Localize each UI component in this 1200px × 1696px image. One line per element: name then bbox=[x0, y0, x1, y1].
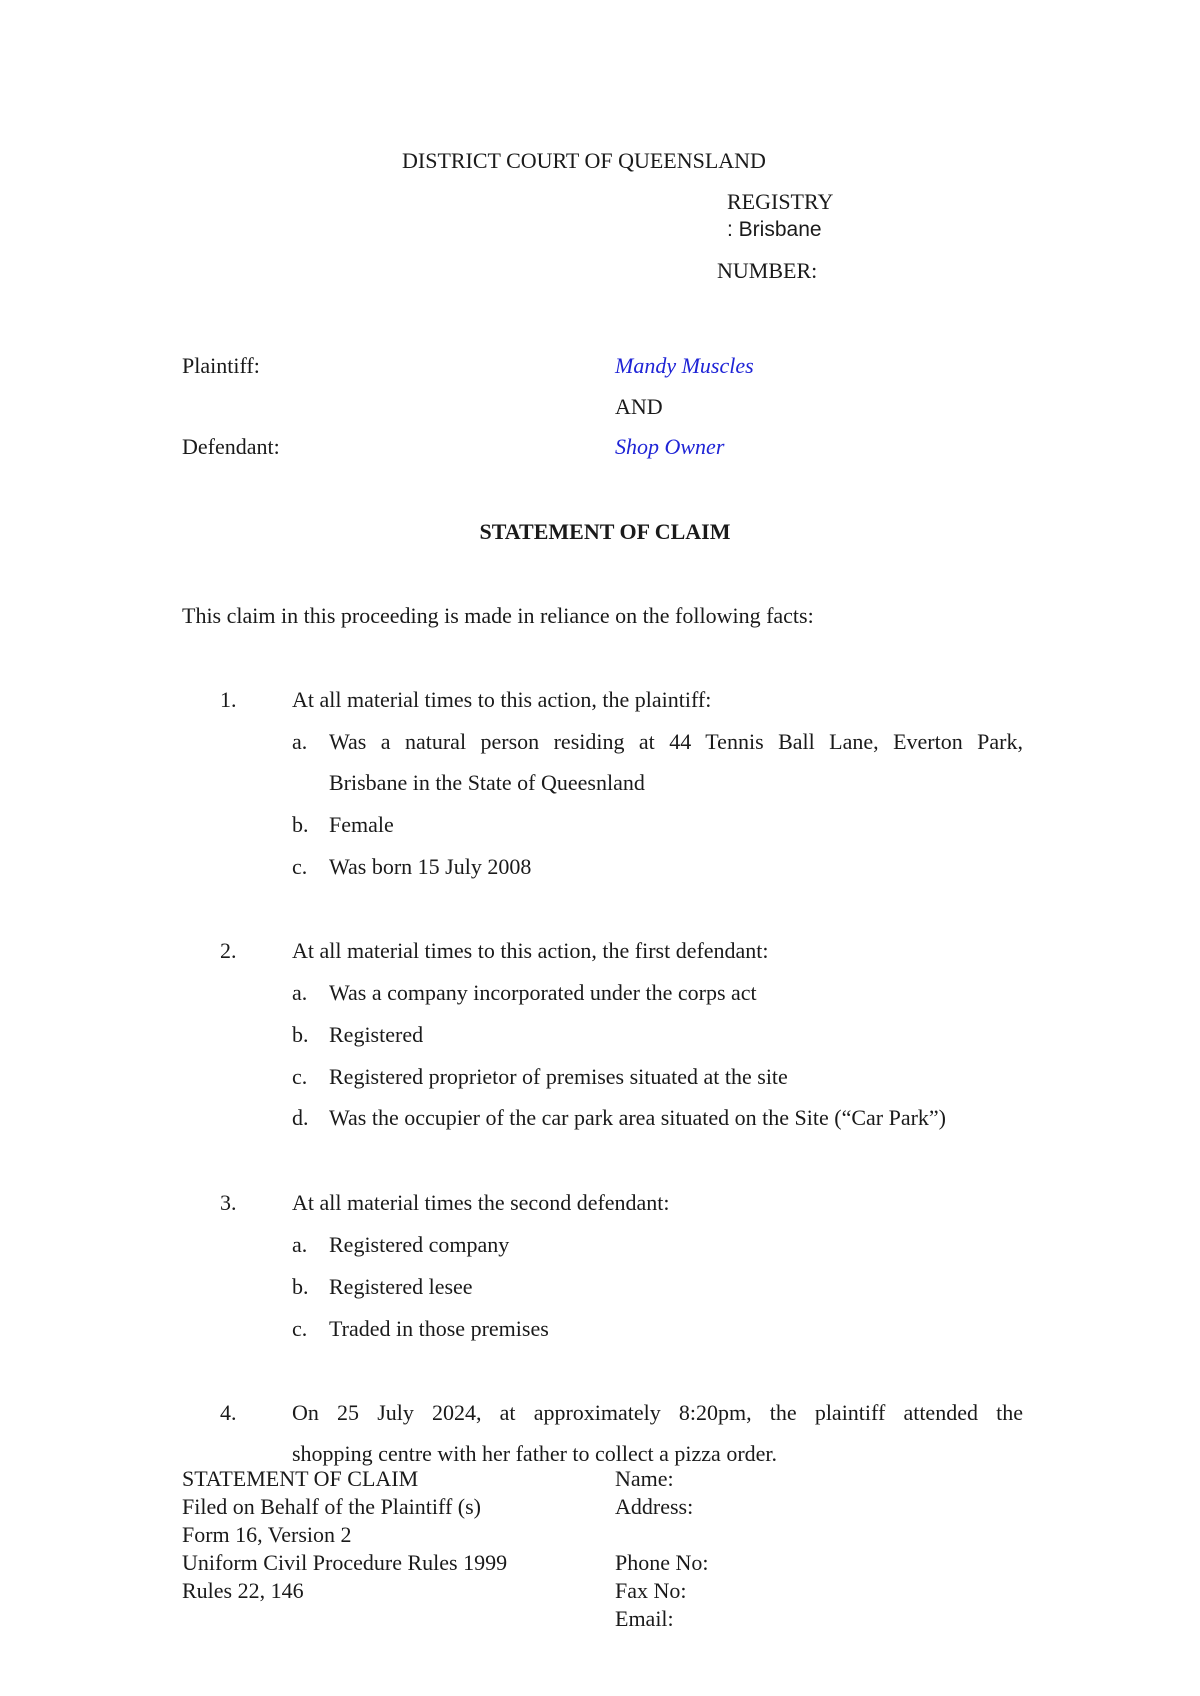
item-letter: b. bbox=[292, 1022, 309, 1047]
footer-email-label: Email: bbox=[615, 1606, 674, 1631]
item-text: Traded in those premises bbox=[329, 1316, 549, 1341]
paragraph-text: shopping centre with her father to collect a pizza order. bbox=[292, 1441, 778, 1466]
item-text: Registered company bbox=[329, 1232, 510, 1257]
item-text: Female bbox=[329, 812, 394, 837]
paragraph-number: 4. bbox=[220, 1400, 237, 1425]
footer-line: STATEMENT OF CLAIM bbox=[182, 1466, 419, 1491]
and-label: AND bbox=[615, 394, 663, 419]
paragraph-number: 3. bbox=[220, 1190, 237, 1215]
item-text: Registered proprietor of premises situated at the site bbox=[329, 1064, 788, 1089]
footer-address-label: Address: bbox=[615, 1494, 694, 1519]
footer-line: Rules 22, 146 bbox=[182, 1578, 304, 1603]
document-title: STATEMENT OF CLAIM bbox=[479, 519, 731, 544]
defendant-name: Shop Owner bbox=[615, 434, 725, 459]
item-letter: d. bbox=[292, 1105, 309, 1130]
paragraph-text: At all material times the second defendant: bbox=[292, 1190, 670, 1215]
item-letter: b. bbox=[292, 1274, 309, 1299]
intro-text: This claim in this proceeding is made in reliance on the following facts: bbox=[182, 603, 814, 628]
footer-line: Uniform Civil Procedure Rules 1999 bbox=[182, 1550, 508, 1575]
paragraph-text: On 25 July 2024, at approximately 8:20pm, the plaintiff attended the bbox=[292, 1400, 1023, 1425]
paragraph-number: 1. bbox=[220, 687, 237, 712]
footer-line: Filed on Behalf of the Plaintiff (s) bbox=[182, 1494, 481, 1519]
item-letter: b. bbox=[292, 812, 309, 837]
footer-phone-label: Phone No: bbox=[615, 1550, 709, 1575]
registry-value: : Brisbane bbox=[727, 218, 822, 241]
item-letter: c. bbox=[292, 1064, 308, 1089]
item-letter: a. bbox=[292, 729, 308, 754]
footer-line: Form 16, Version 2 bbox=[182, 1522, 352, 1547]
plaintiff-name: Mandy Muscles bbox=[615, 353, 754, 378]
item-text: Was the occupier of the car park area situated on the Site (“Car Park”) bbox=[329, 1105, 947, 1130]
item-letter: a. bbox=[292, 980, 308, 1005]
paragraph-text: At all material times to this action, the plaintiff: bbox=[292, 687, 712, 712]
item-letter: c. bbox=[292, 1316, 308, 1341]
item-letter: c. bbox=[292, 854, 308, 879]
item-text: Was born 15 July 2008 bbox=[329, 854, 532, 879]
footer-fax-label: Fax No: bbox=[615, 1578, 687, 1603]
number-label: NUMBER: bbox=[717, 258, 818, 283]
footer-name-label: Name: bbox=[615, 1466, 674, 1491]
item-text: Registered bbox=[329, 1022, 424, 1047]
defendant-label: Defendant: bbox=[182, 434, 280, 459]
plaintiff-label: Plaintiff: bbox=[182, 353, 260, 378]
paragraph-number: 2. bbox=[220, 938, 237, 963]
paragraph-text: At all material times to this action, the first defendant: bbox=[292, 938, 769, 963]
item-letter: a. bbox=[292, 1232, 308, 1257]
item-text: Was a natural person residing at 44 Tennis Ball Lane, Everton Park, bbox=[329, 729, 1023, 754]
registry-label: REGISTRY bbox=[727, 189, 834, 214]
item-text: Was a company incorporated under the corps act bbox=[329, 980, 757, 1005]
court-name: DISTRICT COURT OF QUEENSLAND bbox=[402, 148, 766, 173]
item-text: Brisbane in the State of Queesnland bbox=[329, 770, 645, 795]
item-text: Registered lesee bbox=[329, 1274, 473, 1299]
